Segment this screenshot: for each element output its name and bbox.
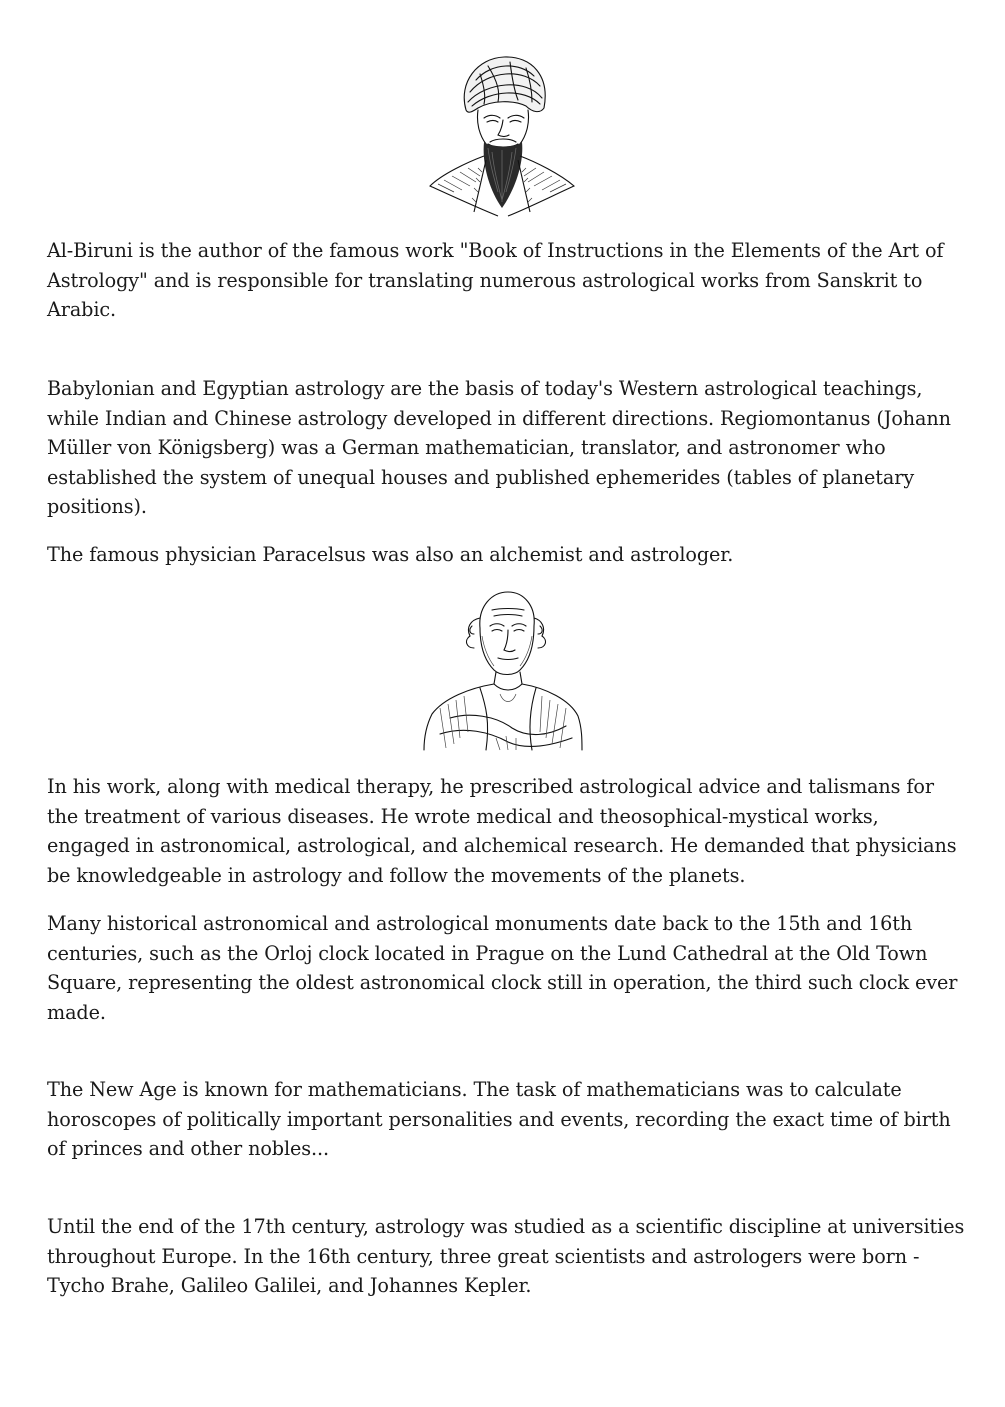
paragraph-new-age: The New Age is known for mathematicians. The task of mathematicians was to calculate horoscopes of politically important personalities and events, recording the exact time of birth of princes and other nobles... [47,1078,951,1160]
paragraph-paracelsus: The famous physician Paracelsus was also an alchemist and astrologer. [47,543,734,566]
paragraph-monuments-orloj: Many historical astronomical and astrological monuments date back to the 15th and 16th centuries, such as the Orloj clock located in Prague on the Lund Cathedral at the Old Town Square, representing the oldest astronomical clock still in operation, the third such clock ever made. [47,912,958,1024]
paragraph-17th-century: Until the end of the 17th century, astrology was studied as a scientific discipline at universities throughout Europe. In the 16th century, three great scientists and astrologers were born - Tycho Brahe, Galileo Galilei, and Johannes Kepler. [47,1215,965,1297]
paragraph-babylonian-egyptian: Babylonian and Egyptian astrology are the basis of today's Western astrological teachings, while Indian and Chinese astrology developed in different directions. Regiomontanus (Johann Müller von Königsberg) was a German mathematician, translator, and astronomer who established the system of unequal houses and published ephemerides (tables of planetary positions). [47,377,951,518]
turbaned-scholar-portrait-icon [428,52,576,218]
paragraph-medical-therapy: In his work, along with medical therapy, he prescribed astrological advice and talismans for the treatment of various diseases. He wrote medical and theosophical-mystical works, engaged in astronomical, astrological, and alchemical research. He demanded that physicians be knowledgeable in astrology and follow the movements of the planets. [47,775,957,887]
paragraph-al-biruni: Al-Biruni is the author of the famous work "Book of Instructions in the Elements of the Art of Astrology" and is responsible for translating numerous astrological works from Sanskrit to Arabic. [47,239,944,321]
bald-man-bust-portrait-icon [420,588,586,752]
